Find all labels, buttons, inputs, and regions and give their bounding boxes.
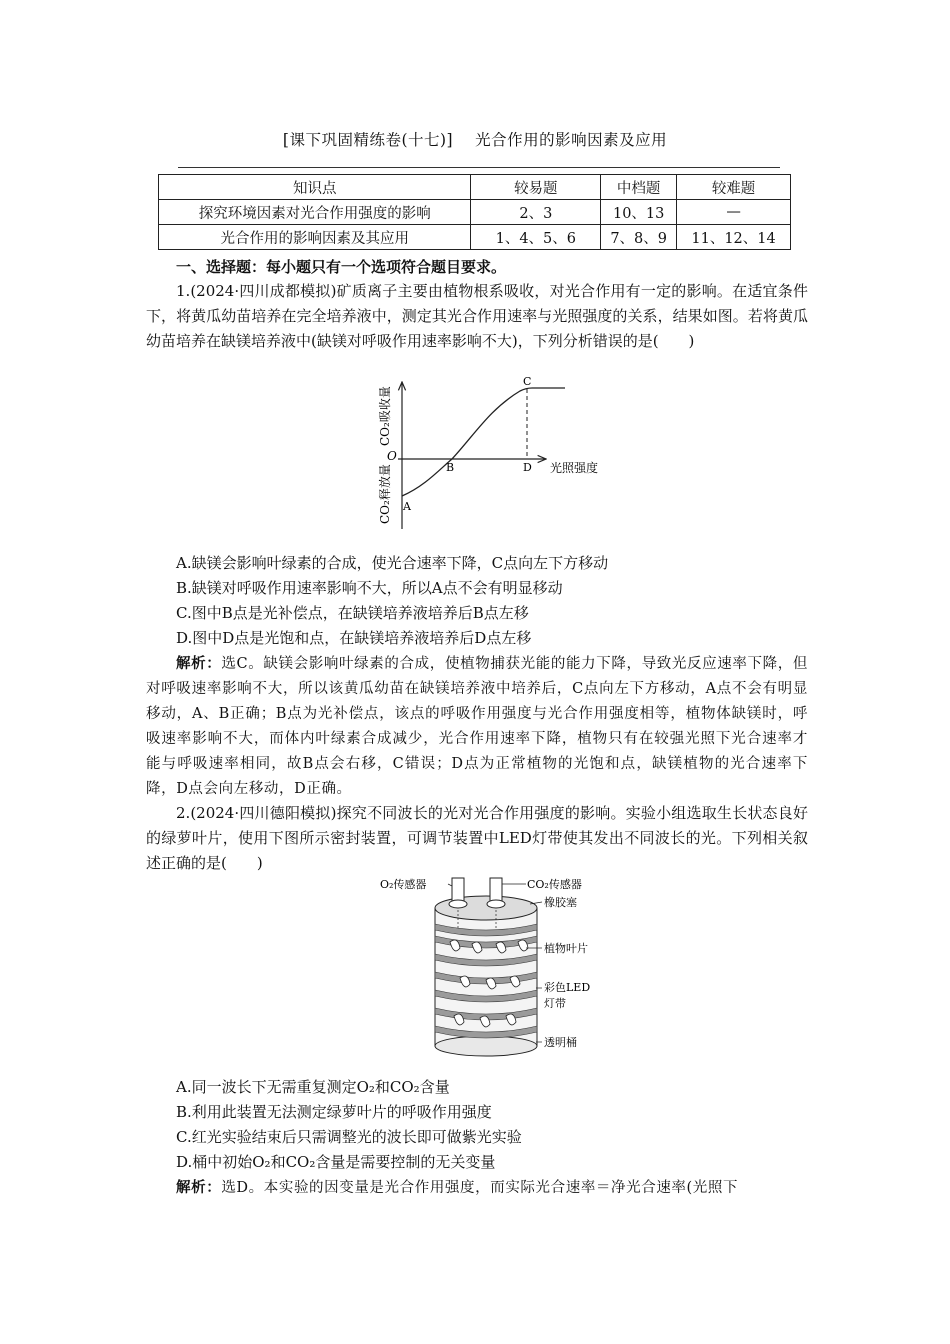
title-bracket: [课下巩固精练卷(十七)] [282,131,454,149]
table-row [159,200,791,225]
bucket-label: 透明桶 [544,1036,577,1049]
question-1-option-d[interactable]: D.图中D点是光饱和点，在缺镁培养液培养后D点左移 [176,629,532,647]
x-axis-label: 光照强度 [550,461,599,475]
section-title: 一、选择题：每小题只有一个选项符合题目要求。 [176,258,507,276]
table-header-row [159,175,791,200]
question-number: 1. [176,282,191,300]
table-row [159,225,791,250]
question-1-stem [146,279,808,354]
question-text: 矿质离子主要由植物根系吸收，对光合作用有一定的影响。在适宜条件下，将黄瓜幼苗培养在完全培养液中，测定其光合作用速率与光照强度的关系，结果如图。若将黄瓜幼苗培养在缺镁培养液中(缺镁对呼吸作用速率影响不大)，下列分析错误的是( ) [146,282,808,350]
table-header-cell: 中档题 [601,175,677,200]
question-2-stem [146,801,808,876]
table-cell: 1、4、5、6 [471,225,601,250]
leaves-label: 植物叶片 [544,942,588,955]
table-cell: — [677,200,791,225]
question-1-option-a[interactable]: A.缺镁会影响叶绿素的合成，使光合速率下降，C点向左下方移动 [176,554,609,572]
knowledge-point-table [158,174,791,250]
led-label-line2: 灯带 [544,997,566,1010]
point-b-label: B [446,461,455,474]
question-1-option-b[interactable]: B.缺镁对呼吸作用速率影响不大，所以A点不会有明显移动 [176,579,563,597]
question-1-analysis [146,651,808,802]
point-d-label: D [523,461,532,474]
question-2-option-b[interactable]: B.利用此装置无法测定绿萝叶片的呼吸作用强度 [176,1103,492,1121]
table-cell: 光合作用的影响因素及其应用 [159,225,471,250]
photosynthesis-curve [402,388,565,496]
question-number: 2. [176,804,191,822]
o2-sensor-label: O₂传感器 [380,878,427,891]
table-cell: 11、12、14 [677,225,791,250]
table-header-cell: 较难题 [677,175,791,200]
title-divider [178,167,780,168]
light-response-curve-figure [370,374,620,534]
table-cell: 2、3 [471,200,601,225]
table-cell: 探究环境因素对光合作用强度的影响 [159,200,471,225]
question-2-analysis [146,1175,808,1201]
table-header-cell: 较易题 [471,175,601,200]
table-cell: 7、8、9 [601,225,677,250]
y-axis-label-bottom: CO₂释放量 [378,464,392,524]
analysis-label: 解析： [176,655,222,672]
question-2-option-d[interactable]: D.桶中初始O₂和CO₂含量是需要控制的无关变量 [176,1153,496,1171]
rubber-stopper [435,896,537,920]
point-a-label: A [403,500,411,513]
led-label-line1: 彩色LED [544,981,591,994]
table-header-cell: 知识点 [159,175,471,200]
question-text: 探究不同波长的光对光合作用强度的影响。实验小组选取生长状态良好的绿萝叶片，使用下图所示密封装置，可调节装置中LED灯带使其发出不同波长的光。下列相关叙述正确的是( ) [146,804,808,872]
table-cell: 10、13 [601,200,677,225]
title-topic: 光合作用的影响因素及应用 [475,131,668,149]
bucket-bottom [435,1036,537,1056]
origin-label: O [387,449,397,463]
page-title [0,128,950,150]
y-axis-label-top: CO₂吸收量 [378,386,392,446]
sealed-apparatus-figure [380,872,620,1058]
analysis-label: 解析： [176,1179,222,1196]
question-2-option-a[interactable]: A.同一波长下无需重复测定O₂和CO₂含量 [176,1078,450,1096]
analysis-text: 选D。本实验的因变量是光合作用强度，而实际光合速率＝净光合速率(光照下 [221,1180,739,1196]
stopper-label: 橡胶塞 [544,896,577,909]
analysis-text: 选C。缺镁会影响叶绿素的合成，使植物捕获光能的能力下降，导致光反应速率下降，但对呼吸速率影响不大，所以该黄瓜幼苗在缺镁培养液中培养后，C点向左下方移动，A点不会有明显移动，A、B正确；B点为光补偿点，该点的呼吸作用强度与光合作用强度相等，植物体缺镁时，呼吸速率影响不大，而体内叶绿素合成减少，光合作用速率下降，植物只有在较强光照下光合速率才能与呼吸速率相同，故B点会右移，C错误；D点为正常植物的光饱和点，缺镁植物的光合速率下降，D点会向左移动，D正确。 [146,656,808,797]
question-source: (2024·四川德阳模拟) [190,804,337,822]
question-source: (2024·四川成都模拟) [190,282,337,300]
co2-sensor-label: CO₂传感器 [527,878,582,891]
question-2-option-c[interactable]: C.红光实验结束后只需调整光的波长即可做紫光实验 [176,1128,522,1146]
question-1-option-c[interactable]: C.图中B点是光补偿点，在缺镁培养液培养后B点左移 [176,604,529,622]
point-c-label: C [523,375,532,388]
